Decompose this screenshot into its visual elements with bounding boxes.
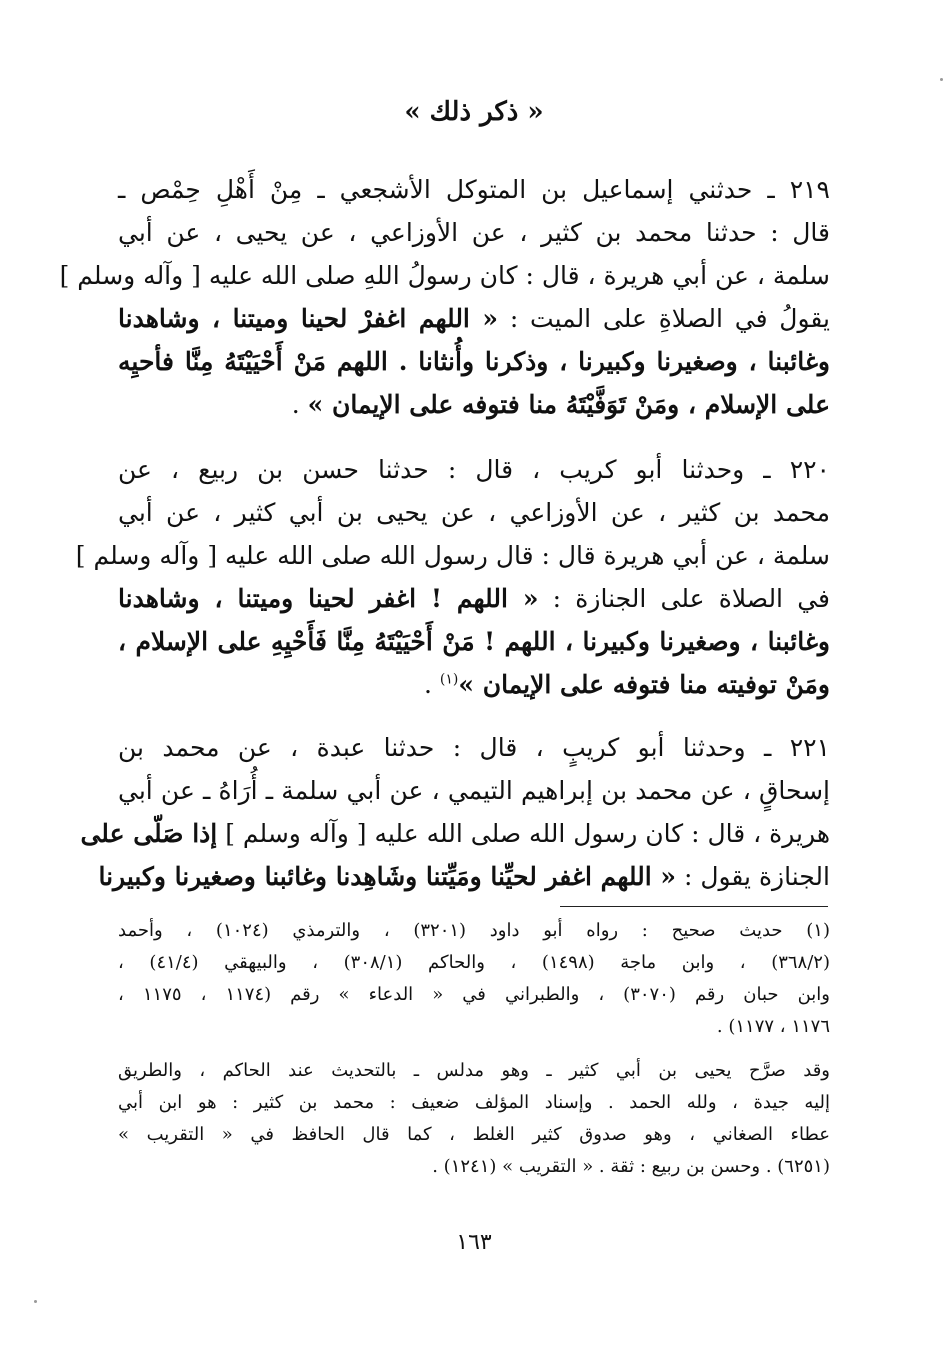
hadith-220-line-3: سلمة ، عن أبي هريرة قال : قال رسول الله صلى الله عليه [ وآله وسلم ] xyxy=(75,541,830,570)
hadith-220-line-2: محمد بن كثير ، عن الأوزاعي ، عن يحيى بن أبي كثير ، عن أبي xyxy=(118,498,830,527)
hadith-221-line-3 xyxy=(80,814,830,856)
hadith-219-line-3: سلمة ، عن أبي هريرة ، قال : كان رسولُ اللهِ صلى الله عليه [ وآله وسلم ] xyxy=(59,261,830,290)
footnote-line-4: ١١٧٦ ، ١١٧٧) . xyxy=(716,1016,830,1037)
hadith-220-line-4-text: في الصلاة على الجنازة : xyxy=(538,584,830,613)
scan-speck xyxy=(940,78,943,81)
hadith-221-line-1: ٢٢١ ـ وحدثنا أبو كريبٍ ، قال : حدثنا عبدة ، عن محمد بن xyxy=(118,733,830,762)
hadith-220-line-6 xyxy=(118,665,830,707)
hadith-220-line-1: ٢٢٠ ـ وحدثنا أبو كريب ، قال : حدثنا حسن بن ربيع ، عن xyxy=(118,455,830,484)
hadith-219-line-1: ٢١٩ ـ حدثني إسماعيل بن المتوكل الأشجعي ـ مِنْ أَهْلِ حِمْص ـ xyxy=(118,175,830,204)
hadith-220-prayer-end: ومَنْ توفيته منا فتوفه على الإيمان » xyxy=(458,670,830,699)
hadith-221-line-2: إسحاقٍ ، عن محمد بن إبراهيم التيمي ، عن أبي سلمة ـ أُرَاهُ ـ عن أبي xyxy=(118,776,830,805)
hadith-219-prayer-text: « اللهم اغفرْ لحينا وميتنا ، وشاهدنا xyxy=(118,304,499,333)
hadith-220-period: . xyxy=(424,670,440,699)
hadith-221-bold-text: إذا صَلّى على xyxy=(80,819,218,848)
footnote-marker: (١) xyxy=(439,671,459,688)
hadith-221-line-4-text: الجنازة يقول : xyxy=(676,862,830,891)
hadith-219-line-4 xyxy=(118,299,830,341)
section-heading: « ذكر ذلك » xyxy=(404,97,544,127)
footnote-separator xyxy=(560,906,828,907)
hadith-219-line-6 xyxy=(118,385,830,427)
hadith-221-line-3-text: هريرة ، قال : كان رسول الله صلى الله عليه [ وآله وسلم ] xyxy=(217,819,830,848)
hadith-220-prayer-text: « اللهم ! اغفر لحينا وميتنا ، وشاهدنا xyxy=(118,584,539,613)
footnote-line-1: (١) حديث صحيح : رواه أبو داود (٣٢٠١) ، والترمذي (١٠٢٤) ، وأحمد xyxy=(118,920,830,941)
footnote-line-7: عطاء الصغاني ، وهو صدوق كثير الغلط ، كما قال الحافظ في « التقريب » xyxy=(118,1124,830,1145)
hadith-220-line-4 xyxy=(118,579,830,621)
hadith-221-prayer-text: « اللهم اغفر لحيِّنا ومَيِّتنا وشَاهِدنا وغائبنا وصغيرنا وكبيرنا xyxy=(98,862,677,891)
hadith-219-line-4-text: يقولُ في الصلاةِ على الميت : xyxy=(498,304,830,333)
hadith-219-line-5: وغائبنا ، وصغيرنا وكبيرنا ، وذكرنا وأُنثانا . اللهم مَنْ أَحْيَيْتَهُ مِنَّا فأحيِه xyxy=(118,347,830,376)
footnote-line-6: إليه جيدة ، ولله الحمد . وإسناد المؤلف ضعيف : محمد بن كثير : هو ابن أبي xyxy=(118,1092,830,1113)
footnote-line-2: (٣٦٨/٢) ، وابن ماجة (١٤٩٨) ، والحاكم (٣٠٨/١) ، والبيهقي (٤١/٤) ، xyxy=(118,952,830,973)
scan-speck xyxy=(34,1300,37,1303)
page-number: ١٦٣ xyxy=(456,1230,492,1255)
footnote-line-5: وقد صرَّح يحيى بن أبي كثير ـ وهو مدلس ـ بالتحديث عند الحاكم ، والطريق xyxy=(118,1060,830,1081)
footnote-line-3: وابن حبان رقم (٣٠٧٠) ، والطبراني في « الدعاء » رقم (١١٧٤ ، ١١٧٥ ، xyxy=(118,984,830,1005)
hadith-221-line-4 xyxy=(98,857,830,899)
hadith-219-period: . xyxy=(291,390,308,419)
hadith-219-prayer-end: على الإسلام ، ومَنْ تَوَفَّيْتَهُ منا فتوفه على الإيمان » xyxy=(307,390,830,419)
footnote-line-8: (٦٢٥١) . وحسن بن ربيع : ثقة . « التقريب » (١٢٤١) . xyxy=(432,1156,830,1177)
hadith-219-line-2: قال : حدثنا محمد بن كثير ، عن الأوزاعي ، عن يحيى ، عن أبي xyxy=(118,218,830,247)
hadith-220-line-5: وغائبنا ، وصغيرنا وكبيرنا ، اللهم ! مَنْ أَحْيَيْتَهُ مِنَّا فَأَحْيِهِ على الإسلام ، xyxy=(118,627,830,656)
